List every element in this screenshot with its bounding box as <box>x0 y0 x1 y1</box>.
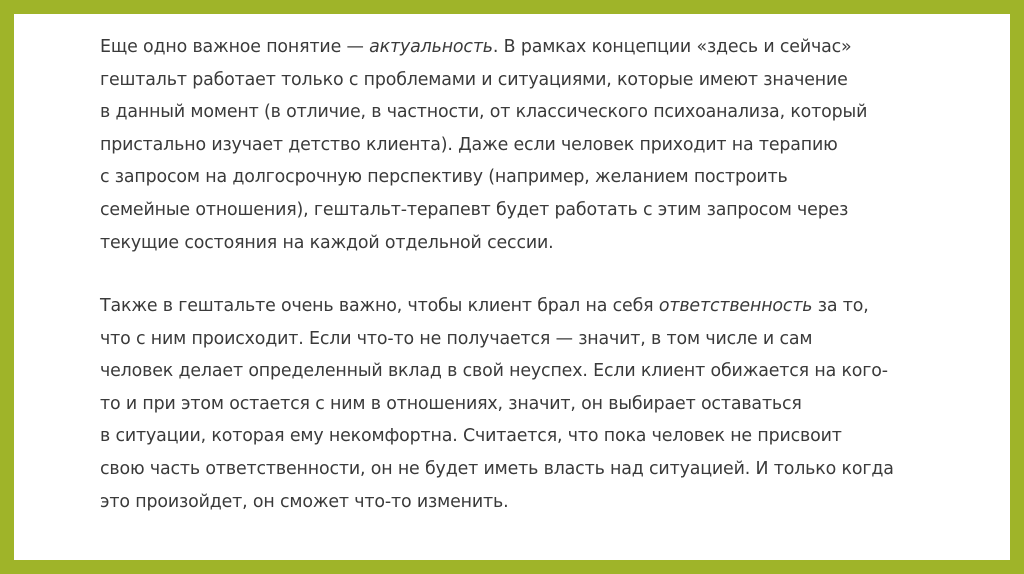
text-line: то и при этом остается с ним в отношениях, значит, он выбирает оставаться <box>100 393 802 414</box>
emphasis-term: ответственность <box>658 296 813 316</box>
text-segment: . В рамках концепции «здесь и сейчас» <box>492 37 852 57</box>
text-line <box>100 31 900 64</box>
text-line: в ситуации, которая ему некомфортна. Считается, что пока человек не присвоит <box>100 426 842 447</box>
paragraph-actuality <box>100 31 900 259</box>
text-line: с запросом на долгосрочную перспективу (например, желанием построить <box>100 167 788 188</box>
text-line: в данный момент (в отличие, в частности, от классического психоанализа, который <box>100 102 868 123</box>
text-line: что с ним происходит. Если что-то не получается — значит, в том числе и сам <box>100 328 813 349</box>
text-line: гештальт работает только с проблемами и ситуациями, которые имеют значение <box>100 69 848 90</box>
text-line: человек делает определенный вклад в свой неуспех. Если клиент обижается на кого- <box>100 361 888 382</box>
text-segment: Еще одно важное понятие — <box>100 37 370 57</box>
slide-page <box>14 14 1010 560</box>
text-line: семейные отношения), гештальт-терапевт будет работать с этим запросом через <box>100 199 849 220</box>
text-line <box>100 290 900 323</box>
emphasis-term: актуальность <box>369 37 493 57</box>
paragraph-responsibility <box>100 290 900 518</box>
text-line: это произойдет, он сможет что-то изменить. <box>100 491 509 512</box>
text-line: пристально изучает детство клиента). Даже если человек приходит на терапию <box>100 134 838 155</box>
text-line: текущие состояния на каждой отдельной сессии. <box>100 232 554 253</box>
text-segment: за то, <box>812 296 869 316</box>
text-segment: Также в гештальте очень важно, чтобы клиент брал на себя <box>100 296 659 316</box>
text-line: свою часть ответственности, он не будет иметь власть над ситуацией. И только когда <box>100 458 894 479</box>
